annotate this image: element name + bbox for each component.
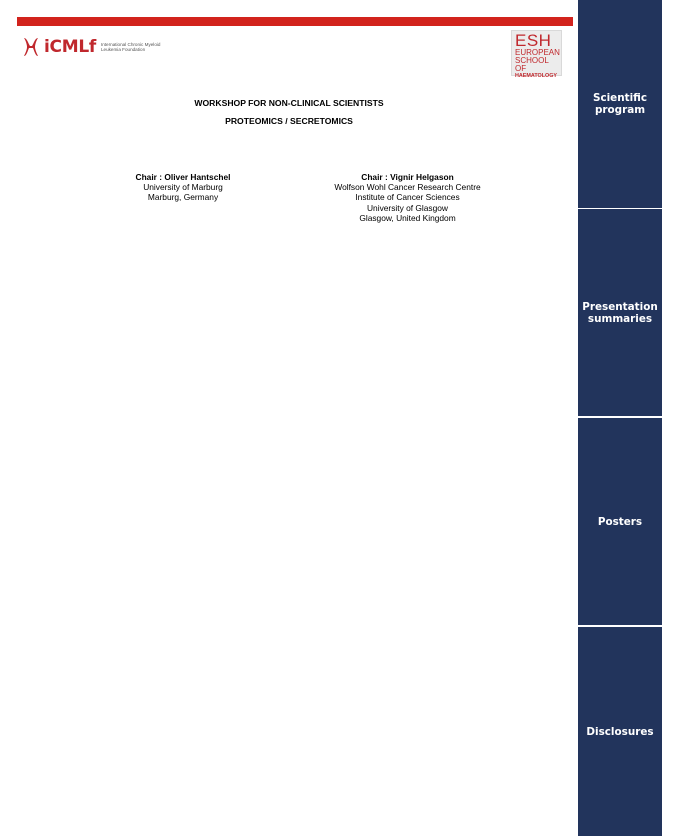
header-bar xyxy=(17,17,573,26)
tab-scientific-program[interactable] xyxy=(578,0,662,208)
tab-label: Disclosures xyxy=(586,725,654,738)
page-title: WORKSHOP FOR NON-CLINICAL SCIENTISTS xyxy=(194,98,384,108)
chair-affiliation: University of Glasgow xyxy=(367,202,448,213)
page-subtitle: PROTEOMICS / SECRETOMICS xyxy=(225,116,353,126)
tab-label: Presentation summaries xyxy=(582,300,658,325)
esh-logo-line3: SCHOOL OF xyxy=(515,56,549,73)
chair-affiliation: University of Marburg xyxy=(143,182,223,193)
icmlf-tagline: International Chronic Myeloid Leukemia Foundation xyxy=(100,41,161,52)
esh-logo-line4: HAEMATOLOGY xyxy=(515,73,558,79)
esh-logo-line2: EUROPEAN xyxy=(515,48,560,57)
chair-name: Chair : Vignir Helgason xyxy=(361,172,454,182)
chair-affiliation: Wolfson Wohl Cancer Research Centre xyxy=(334,182,481,193)
tab-presentation-summaries[interactable] xyxy=(578,209,662,416)
chair-location: Glasgow, United Kingdom xyxy=(359,212,456,223)
chromosome-icon xyxy=(22,37,40,57)
icmlf-wordmark: iCMLf xyxy=(44,37,96,57)
esh-logo xyxy=(511,30,562,79)
tab-label: Posters xyxy=(597,515,643,528)
chair-affiliation: Institute of Cancer Sciences xyxy=(355,192,460,203)
esh-logo-line1: ESH xyxy=(515,31,552,50)
sidebar-nav xyxy=(578,0,662,836)
chair-location: Marburg, Germany xyxy=(147,192,219,203)
chair-left xyxy=(108,172,258,203)
chair-right xyxy=(300,172,515,223)
icmlf-logo xyxy=(22,37,161,57)
tab-label: Scientific program xyxy=(592,92,648,116)
tab-disclosures[interactable] xyxy=(578,627,662,836)
tab-posters[interactable] xyxy=(578,418,662,625)
chair-name: Chair : Oliver Hantschel xyxy=(135,172,231,182)
